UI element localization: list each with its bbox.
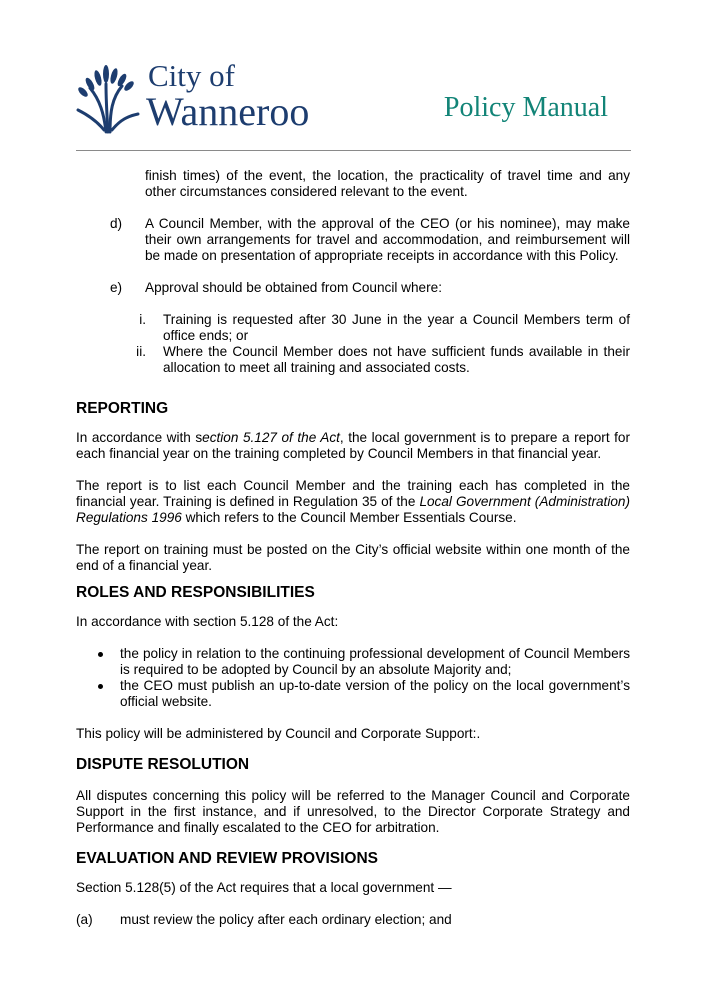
list-label: e) — [110, 280, 123, 295]
italic-reference: ection 5.127 of the Act — [202, 430, 340, 445]
sub-item-label: i. — [139, 312, 146, 327]
wanneroo-logo-icon — [76, 64, 140, 134]
logo-text-wanneroo: Wanneroo — [146, 89, 310, 134]
list-item-e — [76, 280, 630, 296]
bullet-item — [76, 646, 630, 678]
list-item-d — [76, 216, 630, 264]
text-run: which refers to the Council Member Essentials Course. — [181, 510, 517, 525]
roles-admin: This policy will be administered by Council and Corporate Support:. — [76, 726, 481, 741]
italic-reference: Local Government (Administration) Regulations 1996 — [76, 494, 630, 525]
list-text: Approval should be obtained from Council where: — [145, 280, 442, 295]
text-run: The report is to list each Council Member and the training each has completed in the financial year. Training is defined in Regulation 35 of the — [76, 478, 630, 509]
bullet-icon — [76, 646, 120, 678]
intro-continuation: finish times) of the event, the location, the practicality of travel time and any other circumstances considered relevant to the event. — [145, 168, 630, 199]
list-label: d) — [110, 216, 123, 231]
heading-reporting: REPORTING — [76, 400, 169, 417]
header-divider — [76, 150, 631, 151]
list-label: (a) — [76, 912, 93, 927]
reporting-paragraph-3: The report on training must be posted on the City’s official website within one month of the end of a financial year. — [76, 542, 630, 573]
roles-intro: In accordance with section 5.128 of the Act: — [76, 614, 339, 629]
page-header — [0, 0, 706, 155]
reporting-paragraph-1 — [76, 430, 630, 462]
evaluation-item-a — [76, 912, 630, 928]
sub-item-i — [76, 312, 630, 344]
heading-dispute: DISPUTE RESOLUTION — [76, 756, 250, 773]
bullet-item — [76, 678, 630, 710]
bullet-text: the policy in relation to the continuing professional development of Council Members is required to be adopted by Council by an absolute Majority and; — [120, 646, 630, 677]
sub-item-text: Where the Council Member does not have sufficient funds available in their allocation to meet all training and associated costs. — [163, 344, 630, 375]
policy-manual-title: Policy Manual — [443, 92, 608, 123]
list-text: A Council Member, with the approval of the CEO (or his nominee), may make their own arrangements for travel and accommodation, and reimbursement will be made on presentation of appropriate receipts in accordance with this Policy. — [145, 216, 630, 263]
logo-text-city-of: City of — [148, 58, 235, 93]
list-text: must review the policy after each ordinary election; and — [120, 912, 452, 927]
heading-evaluation: EVALUATION AND REVIEW PROVISIONS — [76, 850, 378, 867]
text-run: , the local government is to prepare a report for each financial year on the training completed by Council Members in that financial year. — [76, 430, 630, 461]
reporting-paragraph-2 — [76, 478, 630, 526]
evaluation-intro: Section 5.128(5) of the Act requires that a local government — — [76, 880, 452, 895]
sub-item-ii — [76, 344, 630, 376]
heading-roles: ROLES AND RESPONSIBILITIES — [76, 584, 315, 601]
bullet-text: the CEO must publish an up-to-date version of the policy on the local government’s official website. — [120, 678, 630, 709]
dispute-text: All disputes concerning this policy will be referred to the Manager Council and Corporate Support in the first instance, and if unresolved, to the Director Corporate Strategy and Performance and finally escalated to the CEO for arbitration. — [76, 788, 630, 835]
bullet-icon — [76, 678, 120, 710]
text-run: In accordance with s — [76, 430, 203, 445]
sub-item-text: Training is requested after 30 June in the year a Council Members term of office ends; or — [163, 312, 630, 343]
sub-item-label: ii. — [136, 344, 146, 359]
document-body — [76, 168, 630, 928]
